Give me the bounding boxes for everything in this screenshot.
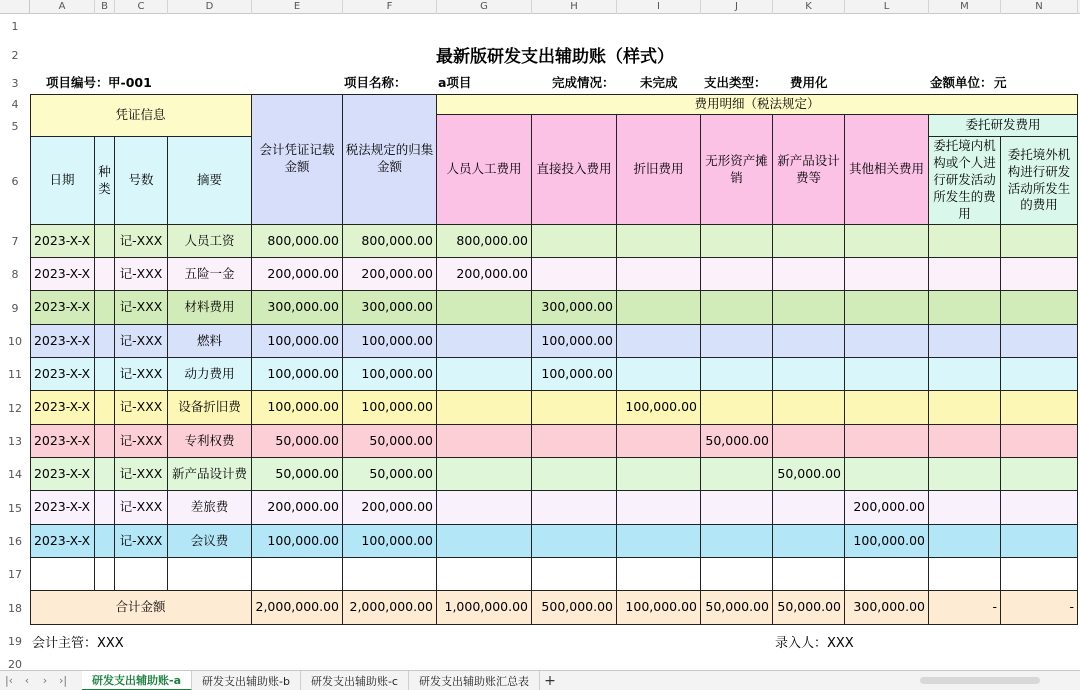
summary-cell[interactable]: 人员工资 [168, 225, 252, 258]
amount-cell-f[interactable]: 200,000.00 [343, 258, 437, 291]
amount-cell-j[interactable] [701, 391, 773, 425]
empty-cell[interactable] [532, 558, 617, 591]
amount-cell-k[interactable] [773, 325, 845, 358]
summary-cell[interactable]: 动力费用 [168, 358, 252, 391]
summary-cell[interactable]: 材料费用 [168, 291, 252, 325]
sheet-tab-1[interactable]: 研发支出辅助账-a [82, 671, 192, 690]
voucher-no-cell[interactable]: 记-XXX [115, 425, 168, 458]
column-header-g[interactable]: G [437, 0, 532, 14]
date-cell[interactable]: 2023-X-X [30, 458, 95, 491]
summary-cell[interactable]: 差旅费 [168, 491, 252, 525]
kind-cell[interactable] [95, 391, 115, 425]
empty-cell[interactable] [929, 558, 1001, 591]
row-header-11[interactable]: 11 [0, 358, 30, 391]
amount-cell-g[interactable] [437, 458, 532, 491]
column-header-l[interactable]: L [845, 0, 929, 14]
row-header-8[interactable]: 8 [0, 258, 30, 291]
empty-cell[interactable] [115, 558, 168, 591]
amount-cell-g[interactable] [437, 325, 532, 358]
amount-cell-g[interactable]: 800,000.00 [437, 225, 532, 258]
total-cell-m[interactable]: - [929, 591, 1001, 625]
column-header-a[interactable]: A [30, 0, 95, 14]
row-header-6[interactable]: 6 [0, 137, 30, 225]
expense-type-label[interactable]: 支出类型： [704, 75, 767, 90]
amount-cell-e[interactable]: 100,000.00 [252, 525, 343, 558]
project-no-value[interactable]: 甲-001 [108, 75, 152, 90]
select-all-corner[interactable] [0, 0, 30, 14]
first-sheet-icon[interactable]: |‹ [4, 674, 14, 687]
column-header-m[interactable]: M [929, 0, 1001, 14]
date-cell[interactable]: 2023-X-X [30, 325, 95, 358]
amount-cell-m[interactable] [929, 358, 1001, 391]
total-cell-n[interactable]: - [1001, 591, 1078, 625]
amount-cell-f[interactable]: 100,000.00 [343, 525, 437, 558]
total-label[interactable]: 合计金额 [30, 591, 252, 625]
empty-cell[interactable] [617, 558, 701, 591]
amount-cell-h[interactable] [532, 525, 617, 558]
amount-cell-e[interactable]: 200,000.00 [252, 258, 343, 291]
empty-cell[interactable] [168, 558, 252, 591]
entrusted-header[interactable]: 委托研发费用 [929, 115, 1078, 137]
amount-cell-m[interactable] [929, 291, 1001, 325]
column-header-k[interactable]: K [773, 0, 845, 14]
amount-cell-f[interactable]: 100,000.00 [343, 358, 437, 391]
entrusted-domestic-header[interactable]: 委托境内机构或个人进行研发活动所发生的费用 [929, 137, 1001, 225]
voucher-no-cell[interactable]: 记-XXX [115, 391, 168, 425]
amount-cell-g[interactable]: 200,000.00 [437, 258, 532, 291]
amount-cell-f[interactable]: 300,000.00 [343, 291, 437, 325]
expense-type-value[interactable]: 费用化 [790, 75, 828, 90]
amount-cell-n[interactable] [1001, 325, 1078, 358]
completion-value[interactable]: 未完成 [640, 75, 678, 90]
sheet-tab-4[interactable]: 研发支出辅助账汇总表 [409, 671, 540, 690]
total-cell-g[interactable]: 1,000,000.00 [437, 591, 532, 625]
amount-cell-l[interactable] [845, 425, 929, 458]
column-header-j[interactable]: J [701, 0, 773, 14]
amount-cell-h[interactable] [532, 225, 617, 258]
empty-cell[interactable] [252, 558, 343, 591]
depreciation-header[interactable]: 折旧费用 [617, 115, 701, 225]
amount-cell-j[interactable] [701, 458, 773, 491]
amount-cell-m[interactable] [929, 391, 1001, 425]
column-header-e[interactable]: E [252, 0, 343, 14]
kind-cell[interactable] [95, 491, 115, 525]
sheet-tab-3[interactable]: 研发支出辅助账-c [301, 671, 409, 690]
amount-cell-l[interactable]: 200,000.00 [845, 491, 929, 525]
amount-cell-e[interactable]: 800,000.00 [252, 225, 343, 258]
total-cell-j[interactable]: 50,000.00 [701, 591, 773, 625]
amount-cell-i[interactable] [617, 325, 701, 358]
row-header-7[interactable]: 7 [0, 225, 30, 258]
amount-cell-h[interactable]: 100,000.00 [532, 325, 617, 358]
amount-cell-k[interactable]: 50,000.00 [773, 458, 845, 491]
new-design-header[interactable]: 新产品设计费等 [773, 115, 845, 225]
entrusted-foreign-header[interactable]: 委托境外机构进行研发活动所发生的费用 [1001, 137, 1078, 225]
project-name-value[interactable]: a项目 [438, 75, 472, 90]
row-header-17[interactable]: 17 [0, 558, 30, 591]
row-header-18[interactable]: 18 [0, 591, 30, 625]
amount-cell-i[interactable] [617, 225, 701, 258]
amount-cell-g[interactable] [437, 491, 532, 525]
amount-cell-l[interactable] [845, 458, 929, 491]
voucher-no-cell[interactable]: 记-XXX [115, 258, 168, 291]
date-header[interactable]: 日期 [30, 137, 95, 225]
amount-cell-k[interactable] [773, 391, 845, 425]
voucher-no-cell[interactable]: 记-XXX [115, 225, 168, 258]
amount-cell-l[interactable] [845, 258, 929, 291]
amount-cell-l[interactable] [845, 358, 929, 391]
amount-cell-f[interactable]: 100,000.00 [343, 325, 437, 358]
total-cell-k[interactable]: 50,000.00 [773, 591, 845, 625]
date-cell[interactable]: 2023-X-X [30, 358, 95, 391]
add-sheet-icon[interactable]: + [544, 672, 556, 689]
amount-cell-h[interactable] [532, 258, 617, 291]
amount-cell-m[interactable] [929, 258, 1001, 291]
date-cell[interactable]: 2023-X-X [30, 491, 95, 525]
empty-cell[interactable] [95, 558, 115, 591]
amount-cell-f[interactable]: 800,000.00 [343, 225, 437, 258]
date-cell[interactable]: 2023-X-X [30, 525, 95, 558]
total-cell-f[interactable]: 2,000,000.00 [343, 591, 437, 625]
total-cell-h[interactable]: 500,000.00 [532, 591, 617, 625]
amount-cell-h[interactable] [532, 491, 617, 525]
expense-detail-header[interactable]: 费用明细（税法规定） [437, 94, 1078, 115]
amount-cell-n[interactable] [1001, 291, 1078, 325]
intangible-header[interactable]: 无形资产摊销 [701, 115, 773, 225]
data-recorder[interactable]: 录入人：XXX [775, 635, 854, 651]
row-header-1[interactable]: 1 [0, 14, 30, 38]
last-sheet-icon[interactable]: ›| [58, 674, 68, 687]
amount-cell-g[interactable] [437, 358, 532, 391]
empty-cell[interactable] [845, 558, 929, 591]
amount-cell-n[interactable] [1001, 358, 1078, 391]
row-header-10[interactable]: 10 [0, 325, 30, 358]
total-cell-i[interactable]: 100,000.00 [617, 591, 701, 625]
amount-cell-k[interactable] [773, 425, 845, 458]
row-header-20[interactable]: 20 [0, 658, 30, 670]
other-expense-header[interactable]: 其他相关费用 [845, 115, 929, 225]
amount-cell-l[interactable] [845, 391, 929, 425]
summary-header[interactable]: 摘要 [168, 137, 252, 225]
column-header-c[interactable]: C [115, 0, 168, 14]
empty-cell[interactable] [773, 558, 845, 591]
amount-cell-m[interactable] [929, 225, 1001, 258]
amount-cell-i[interactable] [617, 458, 701, 491]
total-cell-e[interactable]: 2,000,000.00 [252, 591, 343, 625]
amount-cell-j[interactable] [701, 491, 773, 525]
amount-cell-i[interactable] [617, 258, 701, 291]
summary-cell[interactable]: 新产品设计费 [168, 458, 252, 491]
amount-cell-k[interactable] [773, 258, 845, 291]
amount-cell-m[interactable] [929, 325, 1001, 358]
voucher-no-cell[interactable]: 记-XXX [115, 358, 168, 391]
row-header-14[interactable]: 14 [0, 458, 30, 491]
completion-label[interactable]: 完成情况： [552, 75, 615, 90]
amount-cell-l[interactable] [845, 225, 929, 258]
amount-cell-m[interactable] [929, 491, 1001, 525]
amount-cell-i[interactable] [617, 291, 701, 325]
summary-cell[interactable]: 燃料 [168, 325, 252, 358]
row-header-16[interactable]: 16 [0, 525, 30, 558]
amount-cell-j[interactable]: 50,000.00 [701, 425, 773, 458]
column-header-n[interactable]: N [1001, 0, 1078, 14]
unit-value[interactable]: 元 [994, 75, 1007, 90]
voucher-no-cell[interactable]: 记-XXX [115, 325, 168, 358]
kind-cell[interactable] [95, 425, 115, 458]
project-no-label[interactable]: 项目编号： [46, 75, 109, 90]
row-header-5[interactable]: 5 [0, 115, 30, 137]
kind-cell[interactable] [95, 258, 115, 291]
voucher-no-cell[interactable]: 记-XXX [115, 291, 168, 325]
row-header-4[interactable]: 4 [0, 94, 30, 115]
horizontal-scrollbar[interactable] [920, 677, 1040, 684]
date-cell[interactable]: 2023-X-X [30, 225, 95, 258]
voucher-no-cell[interactable]: 记-XXX [115, 458, 168, 491]
summary-cell[interactable]: 会议费 [168, 525, 252, 558]
empty-cell[interactable] [1001, 558, 1078, 591]
amount-cell-n[interactable] [1001, 258, 1078, 291]
empty-cell[interactable] [437, 558, 532, 591]
date-cell[interactable]: 2023-X-X [30, 291, 95, 325]
tax-amount-header[interactable]: 税法规定的归集金额 [343, 94, 437, 225]
amount-cell-n[interactable] [1001, 391, 1078, 425]
voucher-no-cell[interactable]: 记-XXX [115, 491, 168, 525]
amount-cell-e[interactable]: 200,000.00 [252, 491, 343, 525]
amount-cell-j[interactable] [701, 325, 773, 358]
date-cell[interactable]: 2023-X-X [30, 391, 95, 425]
amount-cell-n[interactable] [1001, 458, 1078, 491]
kind-cell[interactable] [95, 291, 115, 325]
amount-cell-f[interactable]: 100,000.00 [343, 391, 437, 425]
amount-cell-f[interactable]: 50,000.00 [343, 425, 437, 458]
kind-cell[interactable] [95, 325, 115, 358]
amount-cell-m[interactable] [929, 425, 1001, 458]
prev-sheet-icon[interactable]: ‹ [24, 674, 30, 687]
date-cell[interactable]: 2023-X-X [30, 258, 95, 291]
amount-cell-g[interactable] [437, 291, 532, 325]
amount-cell-k[interactable] [773, 291, 845, 325]
amount-cell-j[interactable] [701, 258, 773, 291]
empty-cell[interactable] [701, 558, 773, 591]
row-header-9[interactable]: 9 [0, 291, 30, 325]
kind-cell[interactable] [95, 358, 115, 391]
amount-cell-i[interactable] [617, 425, 701, 458]
amount-cell-e[interactable]: 50,000.00 [252, 458, 343, 491]
summary-cell[interactable]: 专利权费 [168, 425, 252, 458]
amount-cell-e[interactable]: 100,000.00 [252, 358, 343, 391]
amount-cell-h[interactable]: 100,000.00 [532, 358, 617, 391]
kind-cell[interactable] [95, 458, 115, 491]
voucher-no-cell[interactable]: 记-XXX [115, 525, 168, 558]
column-header-b[interactable]: B [95, 0, 115, 14]
summary-cell[interactable]: 五险一金 [168, 258, 252, 291]
row-header-19[interactable]: 19 [0, 625, 30, 658]
amount-cell-g[interactable] [437, 391, 532, 425]
kind-cell[interactable] [95, 525, 115, 558]
row-header-3[interactable]: 3 [0, 72, 30, 94]
amount-cell-i[interactable] [617, 491, 701, 525]
amount-cell-i[interactable] [617, 525, 701, 558]
direct-input-header[interactable]: 直接投入费用 [532, 115, 617, 225]
column-header-d[interactable]: D [168, 0, 252, 14]
amount-cell-e[interactable]: 50,000.00 [252, 425, 343, 458]
row-header-15[interactable]: 15 [0, 491, 30, 525]
amount-cell-j[interactable] [701, 358, 773, 391]
amount-cell-n[interactable] [1001, 425, 1078, 458]
amount-cell-j[interactable] [701, 291, 773, 325]
amount-cell-j[interactable] [701, 225, 773, 258]
accounting-supervisor[interactable]: 会计主管：XXX [32, 635, 124, 651]
sheet-tab-bar [0, 670, 1080, 690]
amount-cell-f[interactable]: 50,000.00 [343, 458, 437, 491]
total-cell-l[interactable]: 300,000.00 [845, 591, 929, 625]
next-sheet-icon[interactable]: › [42, 674, 48, 687]
date-cell[interactable]: 2023-X-X [30, 425, 95, 458]
row-header-12[interactable]: 12 [0, 391, 30, 425]
unit-label[interactable]: 金额单位： [930, 75, 993, 90]
voucher-amount-header[interactable]: 会计凭证记载金额 [252, 94, 343, 225]
sheet-title[interactable]: 最新版研发支出辅助账（样式） [436, 46, 674, 67]
row-header-13[interactable]: 13 [0, 425, 30, 458]
amount-cell-l[interactable] [845, 291, 929, 325]
amount-cell-l[interactable]: 100,000.00 [845, 525, 929, 558]
kind-cell[interactable] [95, 225, 115, 258]
empty-cell[interactable] [30, 558, 95, 591]
amount-cell-h[interactable] [532, 458, 617, 491]
amount-cell-e[interactable]: 100,000.00 [252, 325, 343, 358]
personnel-header[interactable]: 人员人工费用 [437, 115, 532, 225]
amount-cell-k[interactable] [773, 225, 845, 258]
sheet-tab-2[interactable]: 研发支出辅助账-b [192, 671, 301, 690]
amount-cell-m[interactable] [929, 458, 1001, 491]
column-header-f[interactable]: F [343, 0, 437, 14]
amount-cell-g[interactable] [437, 425, 532, 458]
amount-cell-h[interactable] [532, 425, 617, 458]
amount-cell-j[interactable] [701, 525, 773, 558]
summary-cell[interactable]: 设备折旧费 [168, 391, 252, 425]
project-name-label[interactable]: 项目名称： [344, 75, 407, 90]
amount-cell-m[interactable] [929, 525, 1001, 558]
amount-cell-l[interactable] [845, 325, 929, 358]
empty-cell[interactable] [343, 558, 437, 591]
amount-cell-h[interactable] [532, 391, 617, 425]
amount-cell-k[interactable] [773, 358, 845, 391]
voucher-info-header[interactable]: 凭证信息 [30, 94, 252, 137]
amount-cell-e[interactable]: 100,000.00 [252, 391, 343, 425]
amount-cell-n[interactable] [1001, 525, 1078, 558]
amount-cell-i[interactable] [617, 358, 701, 391]
amount-cell-h[interactable]: 300,000.00 [532, 291, 617, 325]
kind-header[interactable]: 种类 [95, 137, 115, 225]
number-header[interactable]: 号数 [115, 137, 168, 225]
amount-cell-n[interactable] [1001, 225, 1078, 258]
amount-cell-i[interactable]: 100,000.00 [617, 391, 701, 425]
column-header-i[interactable]: I [617, 0, 701, 14]
column-header-h[interactable]: H [532, 0, 617, 14]
amount-cell-e[interactable]: 300,000.00 [252, 291, 343, 325]
amount-cell-k[interactable] [773, 525, 845, 558]
row-header-2[interactable]: 2 [0, 38, 30, 72]
amount-cell-k[interactable] [773, 491, 845, 525]
amount-cell-g[interactable] [437, 525, 532, 558]
amount-cell-f[interactable]: 200,000.00 [343, 491, 437, 525]
amount-cell-n[interactable] [1001, 491, 1078, 525]
